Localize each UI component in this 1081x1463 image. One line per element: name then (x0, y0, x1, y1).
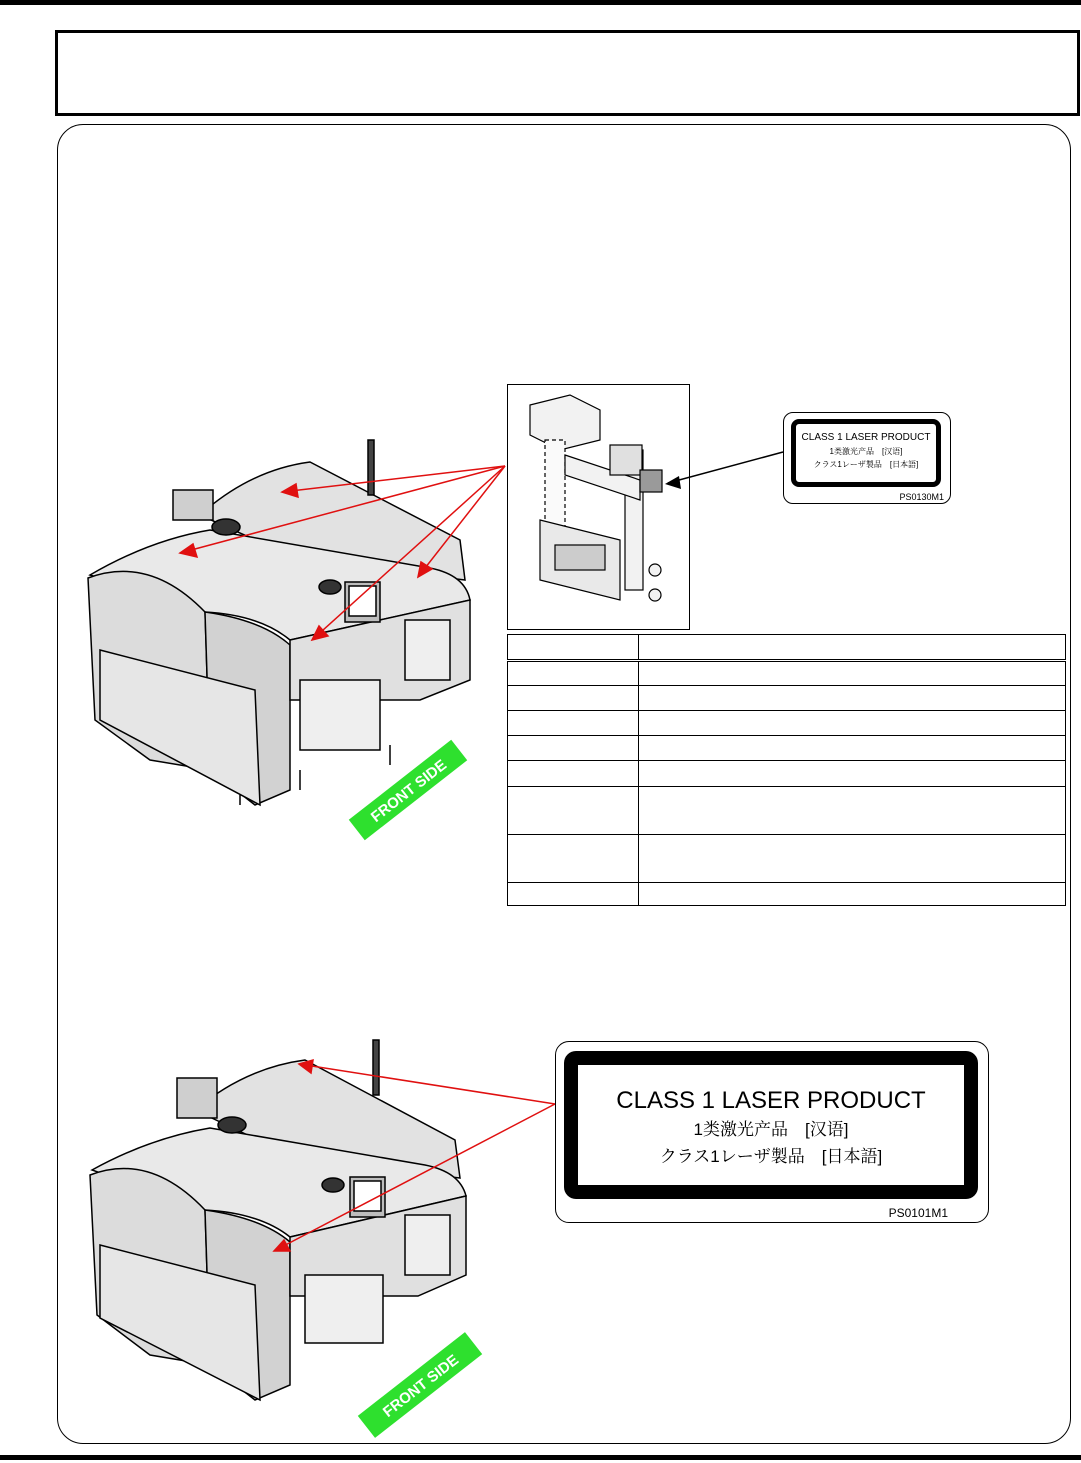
laser-label-large (555, 1041, 989, 1223)
laser-label-large-line1: CLASS 1 LASER PRODUCT (616, 1087, 926, 1114)
front-side-tag-bottom: FRONT SIDE (379, 1351, 462, 1421)
laser-label-large-line2: 1类激光产品 [汉语] (693, 1120, 849, 1139)
laser-label-large-border (564, 1051, 978, 1199)
laser-label-large-line3: クラス1レーザ製品 [日本語] (659, 1147, 883, 1166)
bottom-rule (0, 1455, 1081, 1460)
laser-label-small-line3: クラス1レーザ製品 [日本語] (813, 460, 919, 469)
front-side-tag-top: FRONT SIDE (367, 756, 450, 826)
laser-label-small-code: PS0130M1 (899, 492, 944, 502)
laser-label-large-code: PS0101M1 (888, 1206, 948, 1220)
laser-label-small-line2: 1类激光产品 [汉语] (829, 447, 903, 456)
laser-label-small-line1: CLASS 1 LASER PRODUCT (801, 432, 931, 443)
